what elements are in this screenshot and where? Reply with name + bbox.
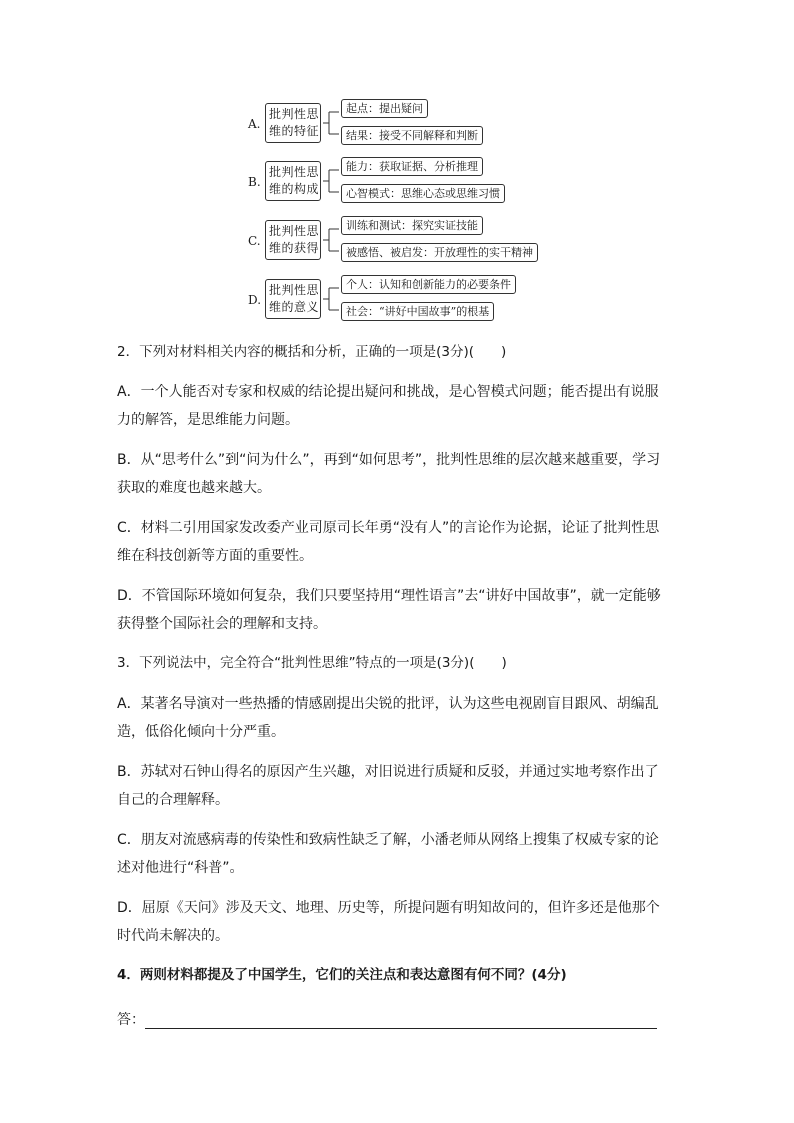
question-3-option-a: A．某著名导演对一些热播的情感剧提出尖锐的批评，认为这些电视剧盲目跟风、胡编乱造，低俗化倾向十分严重。 bbox=[117, 696, 659, 740]
option-c-diagram bbox=[248, 220, 558, 270]
main-concept-box: 批判性思 维的意义 bbox=[265, 279, 321, 319]
question-2-stem: 2．下列对材料相关内容的概括和分析，正确的一项是(3分)( ) bbox=[117, 344, 507, 360]
answer-field[interactable] bbox=[117, 1008, 657, 1032]
option-a-diagram bbox=[248, 103, 558, 153]
sub-item-box: 结果：接受不同解释和判断 bbox=[341, 126, 483, 145]
brace-connector bbox=[321, 285, 339, 313]
question-3-option-c: C．朋友对流感病毒的传染性和致病性缺乏了解，小潘老师从网络上搜集了权威专家的论述对他进行“科普”。 bbox=[117, 832, 659, 876]
sub-item-box: 能力：获取证据、分析推理 bbox=[341, 157, 483, 176]
sub-item-box: 被感悟、被启发：开放理性的实干精神 bbox=[341, 243, 538, 262]
question-2-option-a: A．一个人能否对专家和权威的结论提出疑问和挑战，是心智模式问题；能否提出有说服力的解答，是思维能力问题。 bbox=[117, 384, 659, 428]
question-4-stem: 4．两则材料都提及了中国学生，它们的关注点和表达意图有何不同？(4分) bbox=[117, 967, 567, 983]
sub-item-box: 个人：认知和创新能力的必要条件 bbox=[341, 275, 516, 294]
sub-item-box: 社会：“讲好中国故事”的根基 bbox=[341, 302, 494, 321]
question-2-option-c: C．材料二引用国家发改委产业司原司长年勇“没有人”的言论作为论据，论证了批判性思维在科技创新等方面的重要性。 bbox=[117, 520, 660, 564]
answer-label: 答： bbox=[117, 1012, 145, 1028]
option-letter: C. bbox=[248, 234, 261, 248]
question-3-option-b: B．苏轼对石钟山得名的原因产生兴趣，对旧说进行质疑和反驳，并通过实地考察作出了自己的合理解释。 bbox=[117, 764, 659, 808]
option-b-diagram bbox=[248, 161, 558, 211]
option-letter: D. bbox=[248, 293, 262, 307]
question-2-option-d: D．不管国际环境如何复杂，我们只要坚持用“理性语言”去“讲好中国故事”，就一定能够获得整个国际社会的理解和支持。 bbox=[117, 588, 661, 632]
main-concept-box: 批判性思 维的特征 bbox=[265, 103, 321, 143]
option-letter: B. bbox=[248, 175, 261, 189]
sub-item-box: 训练和测试：探究实证技能 bbox=[341, 216, 483, 235]
sub-item-box: 心智模式：思维心态或思维习惯 bbox=[341, 184, 505, 203]
brace-connector bbox=[321, 167, 339, 195]
question-2-option-b: B．从“思考什么”到“问为什么”，再到“如何思考”，批判性思维的层次越来越重要，学习获取的难度也越来越大。 bbox=[117, 452, 661, 496]
brace-connector bbox=[321, 109, 339, 137]
question-3-option-d: D．屈原《天问》涉及天文、地理、历史等，所提问题有明知故问的，但许多还是他那个时代尚未解决的。 bbox=[117, 900, 660, 944]
option-d-diagram bbox=[248, 279, 558, 329]
sub-item-box: 起点：提出疑问 bbox=[341, 99, 428, 118]
main-concept-box: 批判性思 维的获得 bbox=[265, 220, 321, 260]
brace-connector bbox=[321, 226, 339, 254]
question-3-stem: 3．下列说法中，完全符合“批判性思维”特点的一项是(3分)( ) bbox=[117, 655, 507, 671]
answer-underline bbox=[145, 1028, 657, 1029]
main-concept-box: 批判性思 维的构成 bbox=[265, 161, 321, 201]
option-letter: A. bbox=[248, 117, 261, 131]
